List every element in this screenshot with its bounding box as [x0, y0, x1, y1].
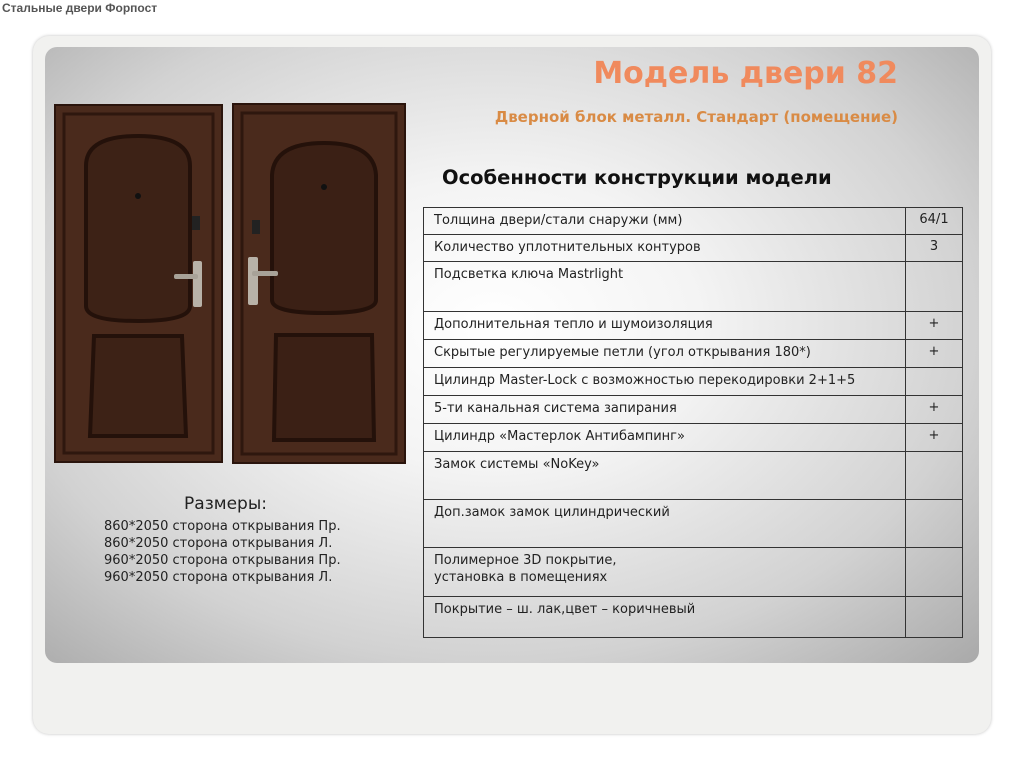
list-item: 860*2050 сторона открывания Пр.: [104, 519, 341, 534]
model-title: Модель двери 82: [593, 56, 898, 91]
feature-label: Дополнительная тепло и шумоизоляция: [424, 312, 906, 340]
feature-value: [906, 597, 963, 638]
table-row: [424, 452, 963, 500]
list-item: 960*2050 сторона открывания Л.: [104, 570, 333, 585]
feature-label: Полимерное 3D покрытие, установка в помещениях: [424, 548, 906, 597]
feature-value: [906, 368, 963, 396]
feature-value: +: [906, 340, 963, 368]
site-title: Стальные двери Форпост: [2, 1, 158, 15]
table-row: [424, 208, 963, 235]
feature-label: Цилиндр «Мастерлок Антибампинг»: [424, 424, 906, 452]
table-row: [424, 597, 963, 638]
model-subtitle: Дверной блок металл. Стандарт (помещение): [494, 108, 898, 126]
feature-label: Цилиндр Master-Lock с возможностью перекодировки 2+1+5: [424, 368, 906, 396]
list-item: 960*2050 сторона открывания Пр.: [104, 553, 341, 568]
feature-label: Доп.замок замок цилиндрический: [424, 500, 906, 548]
sizes-heading: Размеры:: [184, 494, 267, 514]
feature-value: +: [906, 396, 963, 424]
feature-value: +: [906, 424, 963, 452]
feature-label: 5-ти канальная система запирания: [424, 396, 906, 424]
feature-value: [906, 548, 963, 597]
table-row: [424, 396, 963, 424]
feature-value: [906, 262, 963, 312]
features-table: [423, 207, 963, 638]
feature-value: [906, 500, 963, 548]
feature-value: [906, 452, 963, 500]
feature-value: 3: [906, 235, 963, 262]
table-row: [424, 235, 963, 262]
table-row: [424, 500, 963, 548]
table-row: [424, 424, 963, 452]
feature-label: Толщина двери/стали снаружи (мм): [424, 208, 906, 235]
sizes-list: [104, 518, 341, 586]
table-row: [424, 312, 963, 340]
door-inside-image: [232, 103, 406, 464]
feature-label: Замок системы «NoKey»: [424, 452, 906, 500]
feature-label: Скрытые регулируемые петли (угол открывания 180*): [424, 340, 906, 368]
table-row: [424, 340, 963, 368]
feature-label: Подсветка ключа Mastrlight: [424, 262, 906, 312]
table-row: [424, 262, 963, 312]
feature-label: Количество уплотнительных контуров: [424, 235, 906, 262]
feature-value: +: [906, 312, 963, 340]
table-row: [424, 368, 963, 396]
table-row: [424, 548, 963, 597]
feature-value: 64/1: [906, 208, 963, 235]
features-heading: Особенности конструкции модели: [442, 166, 832, 189]
list-item: 860*2050 сторона открывания Л.: [104, 536, 333, 551]
feature-label: Покрытие – ш. лак,цвет – коричневый: [424, 597, 906, 638]
door-outside-image: [54, 104, 223, 463]
